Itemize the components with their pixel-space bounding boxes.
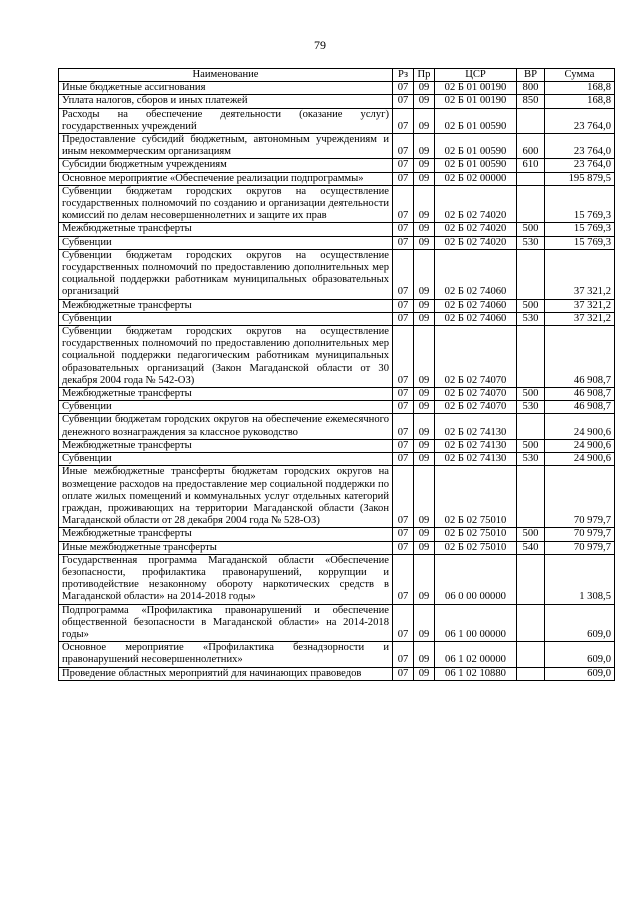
cell-name: Субвенции [59,312,393,325]
table-row [59,299,615,312]
cell-csr: 02 Б 02 74060 [435,312,517,325]
table-header-row [59,69,615,82]
cell-rz: 07 [393,223,414,236]
cell-csr: 02 Б 02 75010 [435,528,517,541]
cell-sum: 195 879,5 [545,172,615,185]
cell-pr: 09 [414,172,435,185]
cell-csr: 02 Б 02 74070 [435,388,517,401]
cell-pr: 09 [414,453,435,466]
cell-vr: 500 [517,299,545,312]
cell-pr: 09 [414,414,435,439]
cell-pr: 09 [414,95,435,108]
table-row [59,541,615,554]
cell-sum: 168,8 [545,95,615,108]
cell-csr: 02 Б 02 74130 [435,453,517,466]
table-row [59,554,615,604]
cell-rz: 07 [393,439,414,452]
cell-pr: 09 [414,401,435,414]
table-row [59,439,615,452]
cell-name: Субвенции [59,453,393,466]
cell-rz: 07 [393,299,414,312]
table-row [59,82,615,95]
cell-csr: 02 Б 02 74130 [435,414,517,439]
cell-sum: 70 979,7 [545,466,615,528]
table-row [59,604,615,642]
cell-rz: 07 [393,236,414,249]
cell-sum: 609,0 [545,604,615,642]
cell-name: Субвенции бюджетам городских округов на обеспечение ежемесячного денежного вознаграждения за классное руководство [59,414,393,439]
cell-rz: 07 [393,414,414,439]
table-row [59,108,615,133]
budget-table [58,68,615,681]
cell-rz: 07 [393,326,414,388]
cell-vr [517,667,545,680]
header-vr: ВР [517,69,545,82]
cell-name: Межбюджетные трансферты [59,528,393,541]
cell-pr: 09 [414,223,435,236]
cell-csr: 02 Б 02 75010 [435,466,517,528]
cell-pr: 09 [414,159,435,172]
cell-vr [517,249,545,299]
table-row [59,172,615,185]
cell-vr [517,642,545,667]
cell-name: Уплата налогов, сборов и иных платежей [59,95,393,108]
cell-rz: 07 [393,466,414,528]
cell-name: Проведение областных мероприятий для начинающих правоведов [59,667,393,680]
cell-pr: 09 [414,466,435,528]
cell-sum: 1 308,5 [545,554,615,604]
cell-pr: 09 [414,667,435,680]
cell-pr: 09 [414,185,435,223]
cell-sum: 24 900,6 [545,453,615,466]
cell-rz: 07 [393,172,414,185]
cell-csr: 06 1 00 00000 [435,604,517,642]
cell-sum: 70 979,7 [545,528,615,541]
table-row [59,249,615,299]
cell-vr: 500 [517,439,545,452]
cell-rz: 07 [393,159,414,172]
table-row [59,134,615,159]
cell-name: Иные межбюджетные трансферты [59,541,393,554]
cell-csr: 02 Б 02 74060 [435,249,517,299]
cell-sum: 24 900,6 [545,439,615,452]
cell-sum: 37 321,2 [545,299,615,312]
cell-vr: 800 [517,82,545,95]
cell-pr: 09 [414,134,435,159]
cell-vr [517,414,545,439]
cell-rz: 07 [393,388,414,401]
cell-vr: 530 [517,453,545,466]
cell-vr: 530 [517,312,545,325]
cell-sum: 15 769,3 [545,236,615,249]
cell-vr: 500 [517,528,545,541]
cell-vr: 530 [517,401,545,414]
cell-sum: 609,0 [545,667,615,680]
cell-rz: 07 [393,642,414,667]
cell-csr: 02 Б 01 00190 [435,95,517,108]
table-row [59,667,615,680]
table-row [59,326,615,388]
cell-vr [517,185,545,223]
cell-vr [517,326,545,388]
cell-csr: 02 Б 02 74130 [435,439,517,452]
cell-name: Субвенции [59,236,393,249]
cell-sum: 23 764,0 [545,159,615,172]
cell-pr: 09 [414,236,435,249]
cell-csr: 02 Б 02 74060 [435,299,517,312]
cell-pr: 09 [414,312,435,325]
table-row [59,401,615,414]
table-row [59,466,615,528]
cell-sum: 70 979,7 [545,541,615,554]
cell-pr: 09 [414,82,435,95]
table-row [59,159,615,172]
cell-pr: 09 [414,108,435,133]
cell-sum: 23 764,0 [545,134,615,159]
cell-rz: 07 [393,554,414,604]
cell-csr: 02 Б 02 00000 [435,172,517,185]
cell-pr: 09 [414,388,435,401]
cell-rz: 07 [393,401,414,414]
cell-vr: 600 [517,134,545,159]
cell-sum: 15 769,3 [545,185,615,223]
cell-vr [517,172,545,185]
cell-name: Иные межбюджетные трансферты бюджетам городских округов на возмещение расходов на предоставление мер социальной поддержки по оплате жилых помещений и коммунальных услуг отдельных категорий граждан, проживающих на территории Магаданской области (Закон Магаданской области от 28 декабря 2004 года № 528-ОЗ) [59,466,393,528]
cell-name: Основное мероприятие «Профилактика безнадзорности и правонарушений несовершеннолетних» [59,642,393,667]
header-sum: Сумма [545,69,615,82]
page-number: 79 [314,38,326,52]
cell-csr: 06 0 00 00000 [435,554,517,604]
cell-name: Подпрограмма «Профилактика правонарушений и обеспечение общественной безопасности в Магаданской области» на 2014-2018 годы» [59,604,393,642]
header-rz: Рз [393,69,414,82]
cell-sum: 37 321,2 [545,249,615,299]
cell-csr: 02 Б 02 74020 [435,223,517,236]
cell-name: Основное мероприятие «Обеспечение реализации подпрограммы» [59,172,393,185]
cell-name: Субвенции бюджетам городских округов на осуществление государственных полномочий по предоставлению дополнительных мер социальной поддержки работникам муниципальных образовательных организаций [59,249,393,299]
cell-sum: 15 769,3 [545,223,615,236]
cell-rz: 07 [393,541,414,554]
table-row [59,453,615,466]
cell-rz: 07 [393,82,414,95]
cell-rz: 07 [393,453,414,466]
cell-vr [517,604,545,642]
cell-sum: 46 908,7 [545,401,615,414]
cell-sum: 46 908,7 [545,388,615,401]
cell-pr: 09 [414,604,435,642]
table-row [59,388,615,401]
cell-sum: 24 900,6 [545,414,615,439]
cell-rz: 07 [393,185,414,223]
cell-name: Субвенции бюджетам городских округов на осуществление государственных полномочий по предоставлению дополнительных мер социальной поддержки педагогическим работникам муниципальных образовательных организаций (Закон Магаданской области от 30 декабря 2004 года № 542-ОЗ) [59,326,393,388]
cell-rz: 07 [393,528,414,541]
cell-csr: 06 1 02 00000 [435,642,517,667]
cell-rz: 07 [393,95,414,108]
cell-name: Государственная программа Магаданской области «Обеспечение безопасности, профилактика правонарушений, коррупции и противодействие незаконному обороту наркотических средств в Магаданской области» на 2014-2018 годы» [59,554,393,604]
cell-rz: 07 [393,667,414,680]
cell-rz: 07 [393,134,414,159]
header-pr: Пр [414,69,435,82]
table-row [59,312,615,325]
cell-name: Субвенции бюджетам городских округов на осуществление государственных полномочий по созданию и организации деятельности комиссий по делам несовершеннолетних и защите их прав [59,185,393,223]
cell-pr: 09 [414,439,435,452]
table-row [59,528,615,541]
table-row [59,223,615,236]
cell-vr: 610 [517,159,545,172]
cell-vr [517,466,545,528]
cell-sum: 23 764,0 [545,108,615,133]
cell-pr: 09 [414,326,435,388]
cell-vr [517,554,545,604]
header-name: Наименование [59,69,393,82]
cell-name: Иные бюджетные ассигнования [59,82,393,95]
cell-csr: 02 Б 01 00590 [435,159,517,172]
cell-sum: 46 908,7 [545,326,615,388]
cell-pr: 09 [414,528,435,541]
cell-pr: 09 [414,554,435,604]
cell-pr: 09 [414,249,435,299]
cell-vr: 850 [517,95,545,108]
cell-rz: 07 [393,108,414,133]
cell-csr: 02 Б 02 74070 [435,326,517,388]
cell-vr [517,108,545,133]
cell-name: Субсидии бюджетным учреждениям [59,159,393,172]
cell-name: Предоставление субсидий бюджетным, автономным учреждениям и иным некоммерческим организациям [59,134,393,159]
table-row [59,185,615,223]
cell-sum: 609,0 [545,642,615,667]
cell-vr: 500 [517,388,545,401]
cell-pr: 09 [414,541,435,554]
cell-name: Межбюджетные трансферты [59,439,393,452]
cell-pr: 09 [414,642,435,667]
table-row [59,642,615,667]
cell-rz: 07 [393,604,414,642]
cell-sum: 168,8 [545,82,615,95]
table-row [59,236,615,249]
cell-name: Расходы на обеспечение деятельности (оказание услуг) государственных учреждений [59,108,393,133]
cell-sum: 37 321,2 [545,312,615,325]
cell-rz: 07 [393,249,414,299]
table-row [59,414,615,439]
cell-vr: 540 [517,541,545,554]
cell-csr: 02 Б 02 74020 [435,236,517,249]
cell-rz: 07 [393,312,414,325]
cell-csr: 02 Б 02 75010 [435,541,517,554]
cell-name: Межбюджетные трансферты [59,223,393,236]
cell-pr: 09 [414,299,435,312]
cell-name: Субвенции [59,401,393,414]
cell-vr: 500 [517,223,545,236]
table-row [59,95,615,108]
cell-csr: 02 Б 02 74070 [435,401,517,414]
cell-csr: 02 Б 02 74020 [435,185,517,223]
cell-csr: 06 1 02 10880 [435,667,517,680]
header-csr: ЦСР [435,69,517,82]
cell-csr: 02 Б 01 00590 [435,134,517,159]
cell-name: Межбюджетные трансферты [59,388,393,401]
cell-csr: 02 Б 01 00590 [435,108,517,133]
cell-csr: 02 Б 01 00190 [435,82,517,95]
cell-name: Межбюджетные трансферты [59,299,393,312]
cell-vr: 530 [517,236,545,249]
